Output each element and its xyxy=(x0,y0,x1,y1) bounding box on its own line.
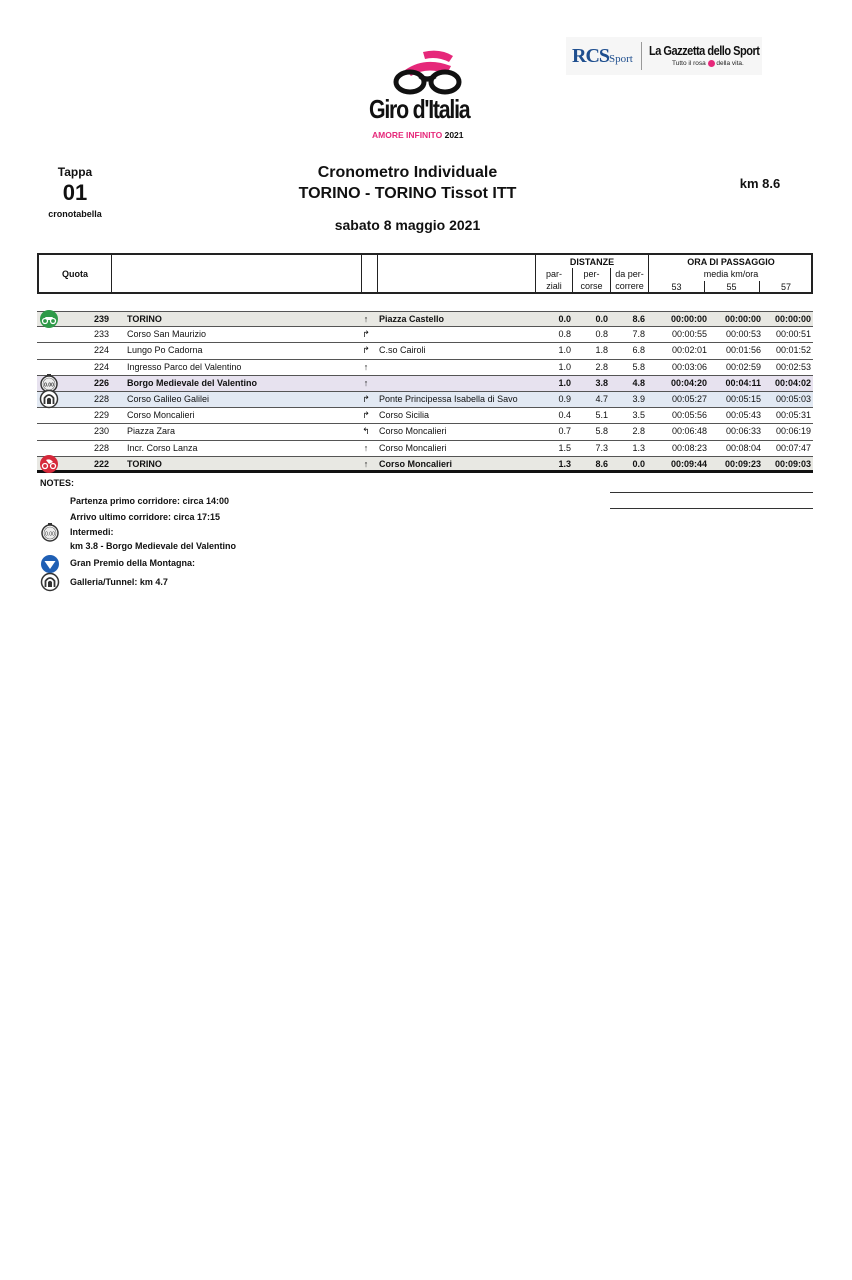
header-divider xyxy=(610,268,611,294)
cell-parziali: 0.0 xyxy=(558,314,571,324)
table-row xyxy=(37,392,813,408)
cyclist-icon xyxy=(365,46,490,96)
cell-time-55: 00:00:53 xyxy=(725,329,761,340)
giro-logo-text: Giro d'Italia xyxy=(369,94,470,124)
signature-line xyxy=(610,508,813,509)
gazzetta-logo: La Gazzetta dello Sport xyxy=(649,43,760,58)
note-galleria: Galleria/Tunnel: km 4.7 xyxy=(70,577,168,587)
direction-arrow-icon: ↑ xyxy=(363,314,369,324)
stage-route-title: TORINO - TORINO Tissot ITT xyxy=(298,185,517,202)
header-divider xyxy=(361,255,362,292)
header-speed-55: 55 xyxy=(726,282,737,292)
cell-time-53: 00:05:56 xyxy=(671,410,707,421)
gazzetta-tagline xyxy=(672,60,744,67)
cell-name: Borgo Medievale del Valentino xyxy=(127,377,258,388)
start-icon xyxy=(39,309,59,329)
cell-da-percorrere: 3.5 xyxy=(632,410,645,421)
cell-time-57: 00:02:53 xyxy=(775,361,811,372)
table-row xyxy=(37,457,813,473)
table-row xyxy=(37,408,813,424)
cell-parziali: 1.5 xyxy=(558,442,571,453)
cell-time-57: 00:06:19 xyxy=(775,426,811,437)
stopwatch-icon xyxy=(40,522,60,542)
cell-time-57: 00:00:51 xyxy=(775,329,811,340)
cell-time-55: 00:00:00 xyxy=(724,314,761,324)
cell-via: Piazza Castello xyxy=(379,314,445,324)
cell-via: Corso Moncalieri xyxy=(379,458,453,469)
giro-tagline: AMORE INFINITO xyxy=(372,130,443,140)
header-parziali-a: par- xyxy=(545,269,562,279)
cell-da-percorrere: 4.8 xyxy=(632,377,645,388)
cell-quota: 224 xyxy=(93,361,109,372)
cell-time-55: 00:06:33 xyxy=(725,426,761,437)
cell-quota: 239 xyxy=(93,314,109,324)
cell-name: TORINO xyxy=(127,314,162,324)
cell-name: Piazza Zara xyxy=(127,426,176,437)
gpm-icon xyxy=(40,554,60,574)
cell-time-57: 00:05:31 xyxy=(775,410,811,421)
header-divider xyxy=(704,281,705,294)
cell-parziali: 0.4 xyxy=(558,410,571,421)
cell-time-57: 00:01:52 xyxy=(775,345,811,356)
cell-name: Corso Moncalieri xyxy=(127,410,195,421)
cell-da-percorrere: 2.8 xyxy=(632,426,645,437)
tunnel-icon xyxy=(40,572,60,592)
header-divider xyxy=(377,255,378,292)
cell-name: Lungo Po Cadorna xyxy=(127,345,203,356)
cell-time-53: 00:02:01 xyxy=(671,345,707,356)
cell-time-53: 00:09:44 xyxy=(670,458,707,469)
finish-icon xyxy=(39,454,59,474)
rcs-sport-text: Sport xyxy=(609,53,633,65)
giro-logo-tagline xyxy=(372,130,464,140)
cell-via: Ponte Principessa Isabella di Savo xyxy=(379,393,518,404)
cell-percorse: 2.8 xyxy=(595,361,608,372)
header-divider xyxy=(111,255,112,292)
cell-percorse: 8.6 xyxy=(595,458,608,469)
direction-arrow-icon: ↰ xyxy=(362,426,370,437)
cell-time-57: 00:07:47 xyxy=(775,442,811,453)
cell-time-55: 00:08:04 xyxy=(725,442,761,453)
stage-distance: km 8.6 xyxy=(739,176,781,191)
cell-percorse: 0.0 xyxy=(595,314,608,324)
direction-arrow-icon: ↱ xyxy=(362,393,370,404)
stage-type-title: Cronometro Individuale xyxy=(317,164,498,181)
cell-quota: 226 xyxy=(93,377,109,388)
cell-da-percorrere: 0.0 xyxy=(632,458,645,469)
header-ora-passaggio: ORA DI PASSAGGIO xyxy=(687,257,775,267)
header-percorse-a: per- xyxy=(583,269,600,279)
cell-quota: 224 xyxy=(93,345,109,356)
svg-text:0.00: 0.00 xyxy=(45,531,55,538)
cell-da-percorrere: 3.9 xyxy=(632,393,645,404)
note-partenza: Partenza primo corridore: circa 14:00 xyxy=(70,496,230,506)
signature-line xyxy=(610,492,813,493)
gazzetta-tag-a: Tutto il rosa xyxy=(672,60,706,68)
note-intermedi-value: km 3.8 - Borgo Medievale del Valentino xyxy=(70,541,237,551)
cell-time-53: 00:08:23 xyxy=(671,442,707,453)
cell-percorse: 7.3 xyxy=(595,442,608,453)
giro-ditalia-logo xyxy=(365,46,490,146)
cell-quota: 228 xyxy=(93,442,109,453)
cell-parziali: 1.0 xyxy=(558,345,571,356)
table-row xyxy=(37,327,813,343)
header-speed-57: 57 xyxy=(780,282,791,292)
tunnel-icon xyxy=(39,389,59,409)
cell-name: Incr. Corso Lanza xyxy=(127,442,198,453)
cell-via: Corso Moncalieri xyxy=(379,426,447,437)
header-media: media km/ora xyxy=(703,269,759,279)
cell-da-percorrere: 8.6 xyxy=(632,314,645,324)
rcs-sport-logo xyxy=(572,45,633,68)
direction-arrow-icon: ↱ xyxy=(362,329,370,340)
cell-time-53: 00:06:48 xyxy=(671,426,707,437)
cell-via: Corso Sicilia xyxy=(379,410,430,421)
rosa-dot-icon xyxy=(708,60,715,67)
direction-arrow-icon: ↱ xyxy=(362,345,370,356)
header-distanze: DISTANZE xyxy=(569,257,615,267)
cell-percorse: 4.7 xyxy=(595,393,608,404)
notes-title: NOTES: xyxy=(40,478,75,488)
cell-time-55: 00:01:56 xyxy=(725,345,761,356)
note-gpm: Gran Premio della Montagna: xyxy=(70,558,196,568)
cell-percorse: 5.8 xyxy=(595,426,608,437)
table-row xyxy=(37,311,813,327)
stage-date: sabato 8 maggio 2021 xyxy=(334,217,481,233)
cell-time-55: 00:05:15 xyxy=(725,393,761,404)
stage-label: Tappa xyxy=(57,165,93,179)
giro-year: 2021 xyxy=(444,130,464,140)
cell-parziali: 1.3 xyxy=(558,458,571,469)
table-row xyxy=(37,424,813,440)
direction-arrow-icon: ↑ xyxy=(363,442,369,453)
stage-sublabel: cronotabella xyxy=(48,209,102,219)
header-divider xyxy=(759,281,760,294)
table-row xyxy=(37,441,813,457)
header-percorse-b: corse xyxy=(580,281,603,291)
cell-quota: 233 xyxy=(93,329,109,340)
direction-arrow-icon: ↑ xyxy=(363,377,369,388)
cell-name: Corso Galileo Galilei xyxy=(127,393,210,404)
cell-percorse: 5.1 xyxy=(595,410,608,421)
direction-arrow-icon: ↑ xyxy=(363,361,369,372)
cell-quota: 229 xyxy=(93,410,109,421)
route-table xyxy=(37,311,813,473)
cell-parziali: 1.0 xyxy=(558,361,571,372)
cell-da-percorrere: 5.8 xyxy=(632,361,645,372)
gazzetta-tag-b: della vita. xyxy=(716,60,744,68)
cell-percorse: 0.8 xyxy=(595,329,608,340)
cell-time-57: 00:00:00 xyxy=(774,314,811,324)
table-row xyxy=(37,343,813,359)
logo-divider xyxy=(641,42,642,70)
cell-time-57: 00:09:03 xyxy=(774,458,811,469)
header-quota: Quota xyxy=(62,269,88,279)
sponsor-logo xyxy=(566,37,762,75)
cell-name: TORINO xyxy=(127,458,162,469)
cell-time-53: 00:05:27 xyxy=(671,393,707,404)
header-dapercorrere-a: da per- xyxy=(615,269,644,279)
cell-time-53: 00:04:20 xyxy=(670,377,707,388)
direction-arrow-icon: ↱ xyxy=(362,410,370,421)
cell-time-55: 00:09:23 xyxy=(724,458,761,469)
cell-percorse: 3.8 xyxy=(595,377,608,388)
cell-time-55: 00:04:11 xyxy=(725,377,761,388)
cell-name: Ingresso Parco del Valentino xyxy=(127,361,242,372)
header-dapercorrere-b: correre xyxy=(615,281,644,291)
cell-percorse: 1.8 xyxy=(595,345,608,356)
cell-time-53: 00:00:55 xyxy=(671,329,707,340)
table-header xyxy=(37,253,813,294)
header-speed-53: 53 xyxy=(671,282,682,292)
cell-time-57: 00:04:02 xyxy=(774,377,811,388)
cell-da-percorrere: 1.3 xyxy=(632,442,645,453)
note-intermedi-label: Intermedi: xyxy=(70,527,114,537)
cell-parziali: 0.7 xyxy=(558,426,571,437)
cell-da-percorrere: 6.8 xyxy=(632,345,645,356)
cell-quota: 222 xyxy=(93,458,109,469)
cell-time-55: 00:05:43 xyxy=(725,410,761,421)
cell-name: Corso San Maurizio xyxy=(127,329,207,340)
table-row xyxy=(37,376,813,392)
rcs-text: RCS xyxy=(572,45,610,67)
header-divider xyxy=(572,268,573,294)
cell-time-53: 00:00:00 xyxy=(670,314,707,324)
cell-quota: 228 xyxy=(93,393,109,404)
cell-da-percorrere: 7.8 xyxy=(632,329,645,340)
cell-time-57: 00:05:03 xyxy=(775,393,811,404)
cell-parziali: 0.8 xyxy=(558,329,571,340)
note-arrivo: Arrivo ultimo corridore: circa 17:15 xyxy=(70,512,221,522)
cell-via: Corso Moncalieri xyxy=(379,442,447,453)
cell-parziali: 1.0 xyxy=(558,377,571,388)
direction-arrow-icon: ↑ xyxy=(363,458,369,469)
cell-parziali: 0.9 xyxy=(558,393,571,404)
header-parziali-b: ziali xyxy=(546,281,562,291)
table-row xyxy=(37,360,813,376)
stage-number: 01 xyxy=(62,180,88,205)
svg-text:0.00: 0.00 xyxy=(44,382,54,389)
cell-via: C.so Cairoli xyxy=(379,345,426,356)
cell-time-53: 00:03:06 xyxy=(671,361,707,372)
cell-quota: 230 xyxy=(93,426,109,437)
cell-time-55: 00:02:59 xyxy=(725,361,761,372)
